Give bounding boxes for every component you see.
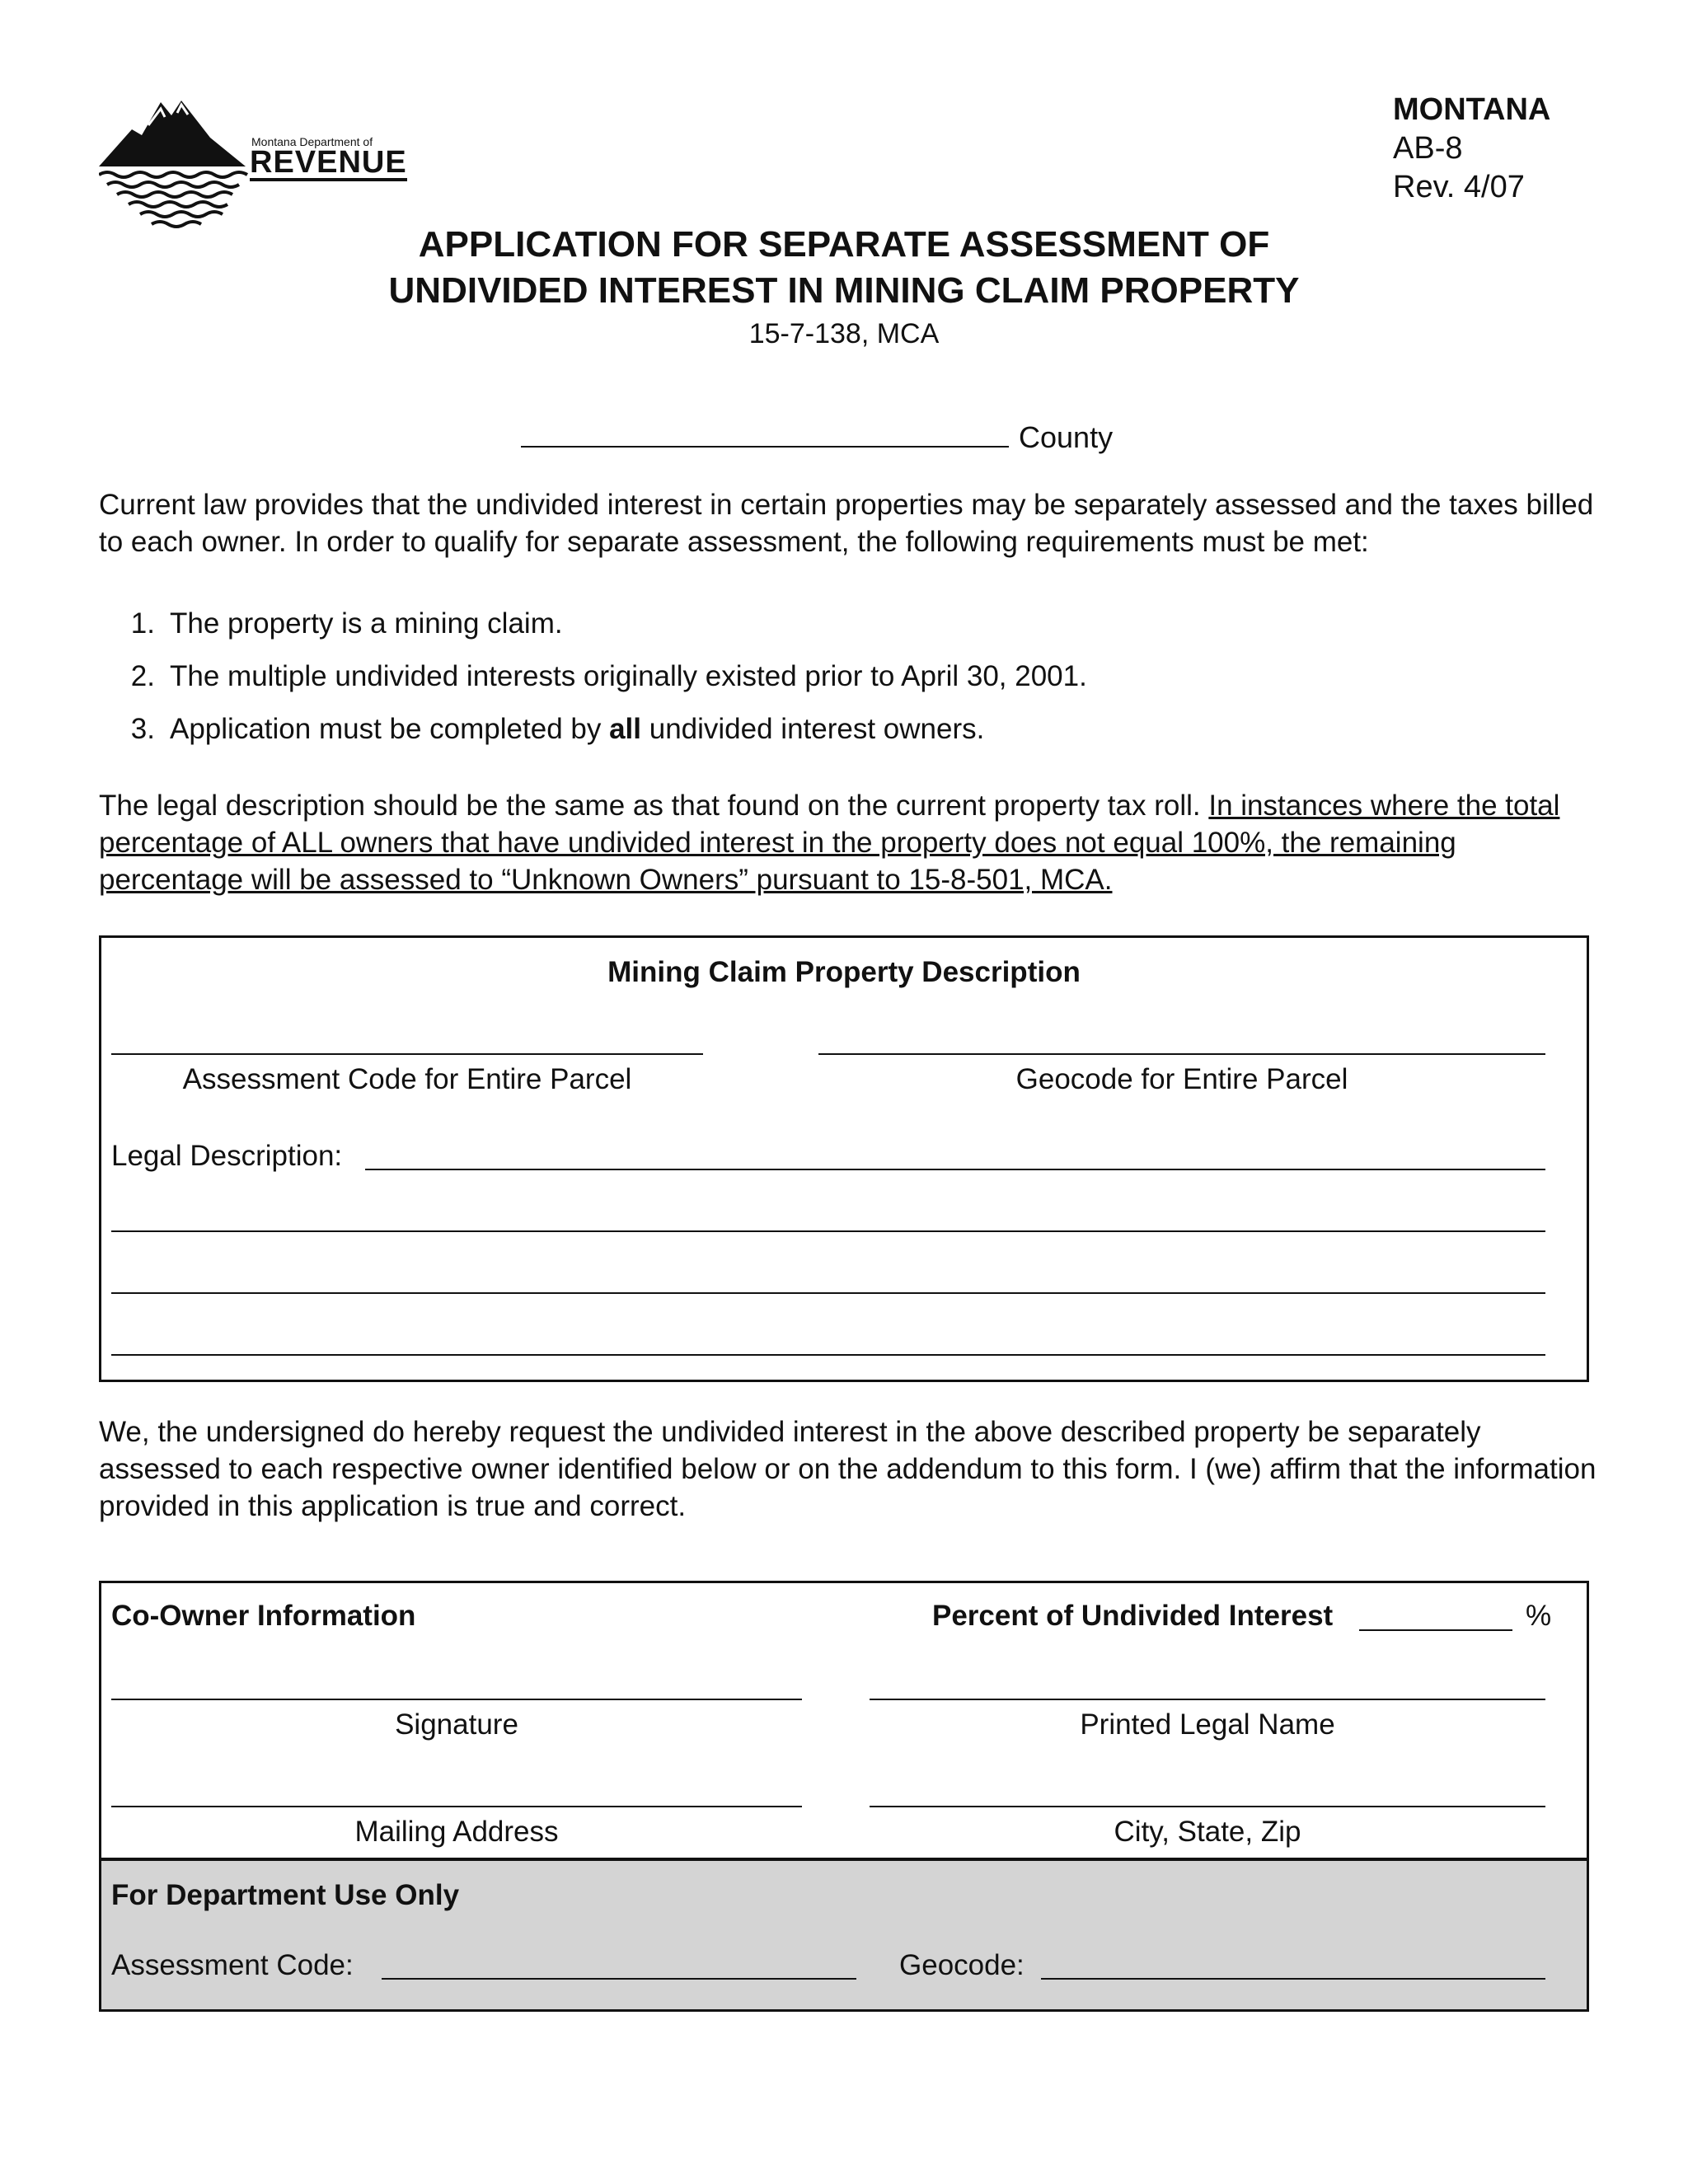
form-revision: Rev. 4/07 (1393, 170, 1525, 204)
form-title-line1: APPLICATION FOR SEPARATE ASSESSMENT OF (418, 224, 1270, 265)
printed-name-label: Printed Legal Name (1080, 1708, 1335, 1741)
property-box-title: Mining Claim Property Description (607, 956, 1081, 988)
department-use-title: For Department Use Only (111, 1879, 460, 1911)
legal-description-label: Legal Description: (111, 1140, 343, 1172)
assessment-code-label: Assessment Code for Entire Parcel (182, 1063, 632, 1095)
coowner-title: Co-Owner Information (111, 1600, 416, 1632)
dept-assessment-label: Assessment Code: (111, 1949, 354, 1981)
city-state-zip-input[interactable] (870, 1806, 1545, 1807)
requirements-list (99, 607, 1087, 766)
mailing-address-input[interactable] (111, 1806, 802, 1807)
revenue-logo (99, 92, 407, 232)
percent-sign: % (1526, 1600, 1552, 1632)
signature-label: Signature (395, 1708, 518, 1741)
form-number: AB-8 (1393, 131, 1463, 166)
percent-label: Percent of Undivided Interest (932, 1600, 1334, 1632)
intro-paragraph: Current law provides that the undivided interest in certain properties may be separately assessed and the taxes billed to each owner. In order to qualify for separate assessment, the following requirements must be met: (99, 489, 1594, 558)
form-title-line2: UNDIVIDED INTEREST IN MINING CLAIM PROPERTY (388, 270, 1300, 311)
form-identifier (1393, 91, 1550, 207)
state-name: MONTANA (1393, 92, 1551, 127)
legal-description-line[interactable] (111, 1354, 1545, 1356)
assessment-code-input[interactable] (111, 1053, 703, 1055)
county-input-line[interactable] (521, 416, 1009, 448)
geocode-input[interactable] (818, 1053, 1545, 1055)
county-field (521, 416, 1113, 455)
dept-geocode-input[interactable] (1041, 1978, 1545, 1980)
mailing-address-label: Mailing Address (354, 1816, 559, 1848)
legal-description-line[interactable] (111, 1292, 1545, 1294)
property-description-box (99, 935, 1589, 1382)
geocode-label: Geocode for Entire Parcel (1015, 1063, 1348, 1095)
dept-geocode-label: Geocode: (899, 1949, 1025, 1981)
department-use-box (99, 1858, 1589, 2012)
list-item: 2. The multiple undivided interests originally existed prior to April 30, 2001. (130, 660, 1087, 692)
list-item: 1. The property is a mining claim. (130, 607, 563, 640)
list-item: 3. Application must be completed by all undivided interest owners. (130, 713, 985, 745)
legal-note-underlined: In instances where the total percentage of ALL owners that have undivided interest in the property does not equal 100%, the remaining percentage will be assessed to “Unknown Owners” pursuant to 15-8-501, MCA. (99, 790, 1560, 896)
county-label: County (1019, 420, 1114, 454)
legal-description-input[interactable] (365, 1169, 1545, 1170)
legal-note-paragraph: The legal description should be the same as that found on the current property tax roll. In instances where the total percentage of ALL owners that have undivided interest in the property does not equal 100%, the remaining percentage will be assessed to “Unknown Owners” pursuant to 15-8-501, MCA. (99, 790, 1560, 896)
dept-assessment-input[interactable] (382, 1978, 856, 1980)
printed-name-input[interactable] (870, 1699, 1545, 1700)
city-state-zip-label: City, State, Zip (1114, 1816, 1301, 1848)
statute-reference: 15-7-138, MCA (748, 318, 940, 349)
percent-input[interactable] (1359, 1629, 1512, 1631)
logo-title: REVENUE (250, 145, 407, 180)
affirmation-paragraph: We, the undersigned do hereby request the undivided interest in the above described property be separately assessed to each respective owner identified below or on the addendum to this form. I (we) affirm that the information provided in this application is true and correct. (99, 1416, 1597, 1522)
logo-subtitle: Montana Department of (251, 135, 373, 148)
signature-input[interactable] (111, 1699, 802, 1700)
legal-description-line[interactable] (111, 1230, 1545, 1232)
coowner-box (99, 1581, 1589, 1860)
